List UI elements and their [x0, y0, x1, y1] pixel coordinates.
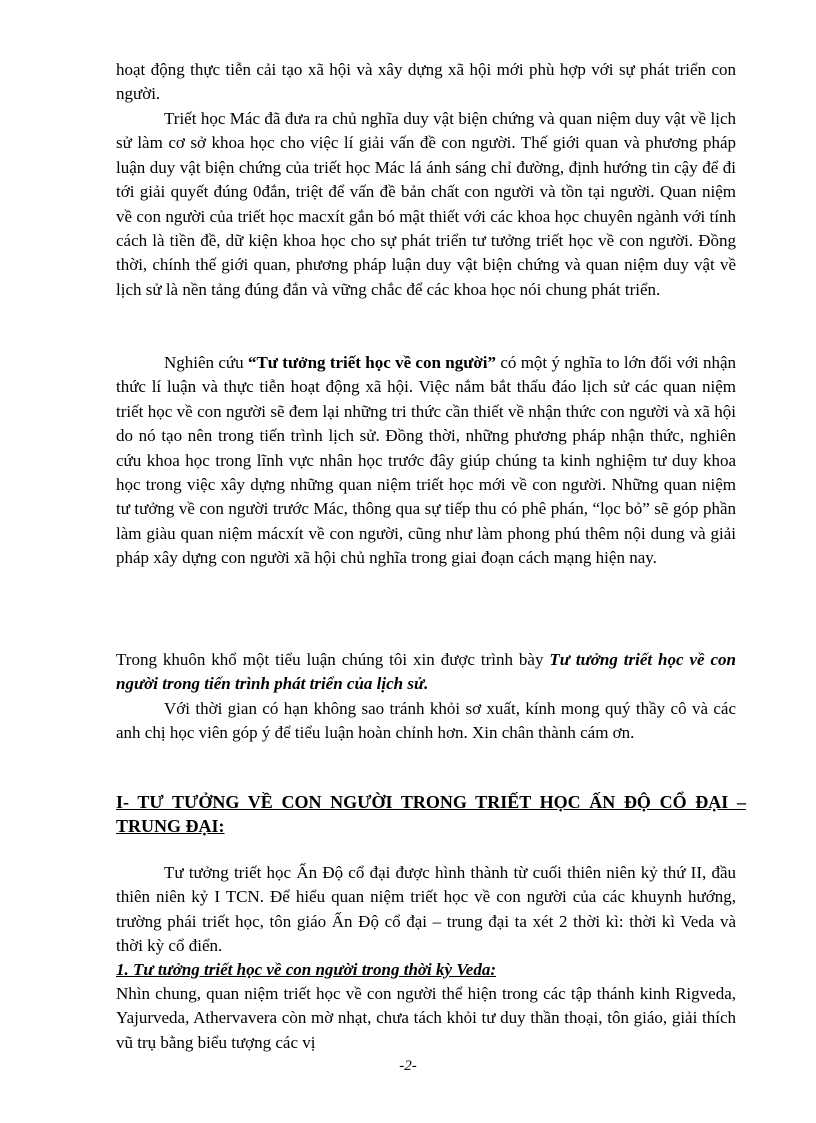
- paragraph-scope: [116, 648, 736, 697]
- scope-lead-text: Trong khuôn khổ một tiểu luận chúng tôi xin được trình bày: [116, 650, 544, 669]
- section-heading: I- TƯ TƯỞNG VỀ CON NGƯỜI TRONG TRIẾT HỌC ẤN ĐỘ CỔ ĐẠI – TRUNG ĐẠI:: [116, 792, 746, 837]
- paragraph-marx: Triết học Mác đã đưa ra chủ nghĩa duy vật biện chứng và quan niệm duy vật về lịch sử làm cơ sở khoa học cho việc lí giải vấn đề con người. Thế giới quan và phương pháp luận duy vật biện chứng của triết học Mác lá ánh sáng chỉ đường, định hướng tin cậy để đi tới giải quyết đúng 0đắn, triệt để vấn đề bản chất con người và tồn tại người. Quan niệm về con người của triết học macxít gắn bó mật thiết với các khoa học chuyên ngành với tính cách là tiền đề, dữ kiện khoa học cho sự phát triển tư tưởng triết học về con người. Đồng thời, chính thế giới quan, phương pháp luận duy vật biện chứng và quan niệm duy vật về lịch sử là nền tảng đúng đắn và vững chắc để các khoa học nói chung phát triển.: [116, 109, 736, 299]
- page-number: -2-: [399, 1058, 417, 1074]
- scope-title-bolditalic: Tư tưởng triết học về con người trong tiến trình phát triển của lịch sử.: [116, 650, 736, 694]
- research-rest-text: có một ý nghĩa to lớn đối với nhận thức lí luận và thực tiễn hoạt động xã hội. Việc nắm bắt thấu đáo lịch sử các quan niệm triết học về con người sẽ đem lại những tri thức cần thiết về nhận thức con người và xã hội do nó tạo nên trong tiến trình lịch sử. Đồng thời, những phương pháp nhận thức, nghiên cứu khoa học trong lĩnh vực nhân học trước đây giúp chúng ta kinh nghiệm tư duy khoa học trong việc xây dựng những quan niệm triết học mới về con người. Những quan niệm tư tưởng về con người trước Mác, thông qua sự tiếp thu có phê phán, “lọc bỏ” sẽ góp phần làm giàu quan niệm mácxít về con người, cũng như làm phong phú thêm nội dung và giải pháp xây dựng con người xã hội chủ nghĩa trong giai đoạn cách mạng hiện nay.: [116, 353, 737, 568]
- paragraph-thanks: Với thời gian có hạn không sao tránh khỏi sơ xuất, kính mong quý thầy cô và các anh chị học viên góp ý để tiểu luận hoàn chỉnh hơn. Xin chân thành cám ơn.: [116, 699, 736, 743]
- paragraph-veda: Nhìn chung, quan niệm triết học về con người thể hiện trong các tập thánh kinh Rigveda, Yajurveda, Athervavera còn mờ nhạt, chưa tách khỏi tư duy thần thoại, tôn giáo, giải thích vũ trụ bằng biểu tượng các vị: [116, 984, 736, 1052]
- paragraph-intro-continued: hoạt động thực tiễn cải tạo xã hội và xây dựng xã hội mới phù hợp với sự phát triển con người.: [116, 60, 736, 104]
- research-lead-text: Nghiên cứu: [164, 353, 244, 372]
- paragraph-research: [116, 351, 736, 571]
- paragraph-india: Tư tưởng triết học Ấn Độ cổ đại được hình thành từ cuối thiên niên kỷ thứ II, đầu thiên niên kỷ I TCN. Để hiểu quan niệm triết học về con người của các khuynh hướng, trường phái triết học, tôn giáo Ấn Độ cổ đại – trung đại ta xét 2 thời kì: thời kì Veda và thời kỳ cổ điển.: [116, 863, 736, 956]
- research-title-bold: “Tư tưởng triết học về con người”: [247, 353, 497, 372]
- subheading-veda: 1. Tư tưởng triết học về con người trong thời kỳ Veda:: [116, 960, 496, 979]
